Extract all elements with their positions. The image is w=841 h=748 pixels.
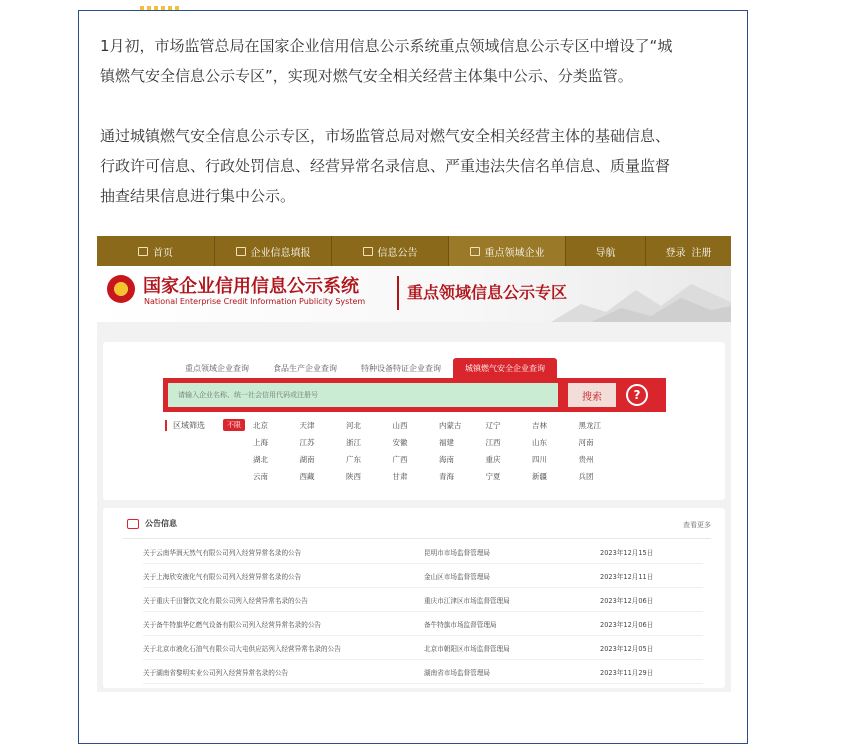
region-item[interactable]: 内蒙古 bbox=[439, 421, 462, 430]
region-list bbox=[253, 420, 633, 482]
divider bbox=[123, 538, 711, 539]
notice-agency: 湖南省市场监督管理局 bbox=[424, 668, 490, 677]
paragraph-line: 1月初，市场监管总局在国家企业信用信息公示系统重点领域信息公示专区中增设了“城 bbox=[100, 37, 673, 55]
notice-date: 2023年11月29日 bbox=[600, 668, 654, 677]
notice-header bbox=[127, 518, 177, 529]
site-top-nav bbox=[97, 236, 731, 266]
notice-date: 2023年12月15日 bbox=[600, 548, 654, 557]
notice-title-link[interactable]: 关于上海欣安液化气有限公司列入经营异常名录的公告 bbox=[143, 572, 302, 581]
notice-date: 2023年12月06日 bbox=[600, 596, 654, 605]
region-unlimited-button[interactable]: 不限 bbox=[223, 419, 245, 431]
region-item[interactable]: 青海 bbox=[439, 472, 454, 481]
region-item[interactable]: 新疆 bbox=[532, 472, 547, 481]
notice-title: 公告信息 bbox=[145, 519, 177, 528]
tab-special-equipment[interactable]: 特种设备特证企业查询 bbox=[361, 364, 441, 373]
notice-row[interactable] bbox=[143, 588, 703, 612]
notice-row[interactable] bbox=[143, 636, 703, 660]
search-bar bbox=[163, 378, 666, 412]
notice-row[interactable] bbox=[143, 564, 703, 588]
region-filter-label: 区域筛选 bbox=[165, 420, 205, 431]
tab-food-production[interactable]: 食品生产企业查询 bbox=[273, 364, 337, 373]
region-item[interactable]: 福建 bbox=[439, 438, 454, 447]
paragraph-line: 镇燃气安全信息公示专区”，实现对燃气安全相关经营主体集中公示、分类监管。 bbox=[100, 67, 633, 85]
region-item[interactable]: 安徽 bbox=[392, 438, 408, 447]
nav-label: 信息公告 bbox=[377, 247, 418, 259]
notice-row[interactable] bbox=[143, 540, 703, 564]
paragraph-line: 抽查结果信息进行集中公示。 bbox=[100, 187, 296, 205]
home-icon bbox=[138, 247, 148, 256]
search-button[interactable]: 搜索 bbox=[568, 383, 616, 407]
region-item[interactable]: 江苏 bbox=[299, 438, 315, 447]
edit-icon bbox=[236, 247, 246, 256]
help-icon[interactable]: ? bbox=[626, 384, 648, 406]
paragraph-line: 通过城镇燃气安全信息公示专区，市场监管总局对燃气安全相关经营主体的基础信息、 bbox=[100, 127, 671, 145]
article-paragraph-1 bbox=[100, 31, 740, 91]
region-item[interactable]: 山东 bbox=[532, 438, 547, 447]
region-item[interactable]: 广西 bbox=[392, 455, 408, 464]
notice-date: 2023年12月06日 bbox=[600, 620, 654, 629]
region-item[interactable]: 江西 bbox=[485, 438, 501, 447]
region-item[interactable]: 北京 bbox=[253, 421, 268, 430]
nav-label: 企业信息填报 bbox=[250, 247, 311, 259]
notice-date: 2023年12月05日 bbox=[600, 644, 654, 653]
region-item[interactable]: 浙江 bbox=[346, 438, 361, 447]
region-item[interactable]: 天津 bbox=[299, 421, 315, 430]
paragraph-line: 行政许可信息、行政处罚信息、经营异常名录信息、严重违法失信名单信息、质量监督 bbox=[100, 157, 671, 175]
nav-key-areas[interactable] bbox=[449, 236, 566, 266]
notice-agency: 金山区市场监督管理局 bbox=[424, 572, 490, 581]
notice-title-link[interactable]: 关于重庆千田餐饮文化有限公司列入经营异常名录的公告 bbox=[143, 596, 308, 605]
region-item[interactable]: 贵州 bbox=[578, 455, 594, 464]
search-input[interactable] bbox=[168, 383, 558, 407]
region-item[interactable]: 湖南 bbox=[299, 455, 315, 464]
notice-row[interactable] bbox=[143, 660, 703, 684]
notice-list bbox=[143, 540, 703, 684]
banner-divider bbox=[397, 276, 399, 310]
nav-label: 重点领域企业 bbox=[484, 247, 545, 259]
region-item[interactable]: 云南 bbox=[253, 472, 268, 481]
region-item[interactable]: 吉林 bbox=[532, 421, 547, 430]
region-item[interactable]: 河北 bbox=[346, 421, 361, 430]
site-banner bbox=[97, 266, 731, 322]
notice-title-link[interactable]: 关于云南华润天然气有限公司列入经营异常名录的公告 bbox=[143, 548, 302, 557]
search-panel bbox=[103, 342, 725, 500]
region-item[interactable]: 广东 bbox=[346, 455, 361, 464]
nav-label: 导航 bbox=[595, 247, 616, 259]
region-item[interactable]: 海南 bbox=[439, 455, 454, 464]
region-item[interactable]: 湖北 bbox=[253, 455, 268, 464]
region-item[interactable]: 甘肃 bbox=[392, 472, 408, 481]
article-paragraph-2 bbox=[100, 121, 740, 211]
login-link[interactable]: 登录 bbox=[665, 247, 686, 259]
region-item[interactable]: 西藏 bbox=[299, 472, 315, 481]
region-item[interactable]: 黑龙江 bbox=[578, 421, 601, 430]
region-item[interactable]: 四川 bbox=[532, 455, 547, 464]
notice-agency: 北京市朝阳区市场监督管理局 bbox=[424, 644, 510, 653]
region-item[interactable]: 山西 bbox=[392, 421, 408, 430]
search-tabs bbox=[173, 358, 557, 378]
site-title: 国家企业信用信息公示系统 bbox=[143, 276, 359, 297]
zone-title: 重点领域信息公示专区 bbox=[407, 283, 568, 302]
tab-gas-safety[interactable]: 城镇燃气安全企业查询 bbox=[453, 358, 557, 378]
speaker-icon bbox=[470, 247, 480, 256]
region-item[interactable]: 辽宁 bbox=[485, 421, 501, 430]
notice-title-link[interactable]: 关于湖南省黎明实业公司列入经营异常名录的公告 bbox=[143, 668, 289, 677]
region-item[interactable]: 兵团 bbox=[578, 472, 594, 481]
view-more-link[interactable]: 查看更多 bbox=[683, 521, 711, 529]
region-item[interactable]: 重庆 bbox=[485, 455, 501, 464]
nav-home[interactable] bbox=[97, 236, 215, 266]
national-emblem-icon bbox=[107, 275, 135, 303]
site-title-english: National Enterprise Credit Information Publicity System bbox=[144, 297, 366, 306]
notice-agency: 备牛特旗市场监督管理局 bbox=[424, 620, 497, 629]
nav-report[interactable] bbox=[215, 236, 332, 266]
nav-announcement[interactable] bbox=[332, 236, 449, 266]
notice-date: 2023年12月11日 bbox=[600, 572, 654, 581]
region-item[interactable]: 陕西 bbox=[346, 472, 361, 481]
nav-navigation[interactable] bbox=[566, 236, 646, 266]
message-icon bbox=[127, 519, 139, 529]
register-link[interactable]: 注册 bbox=[691, 247, 712, 259]
notice-title-link[interactable]: 关于备牛特旗华亿燃气设备有限公司列入经营异常名录的公告 bbox=[143, 620, 322, 629]
notice-panel bbox=[103, 508, 725, 688]
document-icon bbox=[363, 247, 373, 256]
region-item[interactable]: 河南 bbox=[578, 438, 594, 447]
tab-key-area-enterprise[interactable]: 重点领域企业查询 bbox=[185, 364, 249, 373]
nav-label: 首页 bbox=[153, 247, 173, 259]
notice-agency: 重庆市江津区市场监督管理局 bbox=[424, 596, 510, 605]
notice-title-link[interactable]: 关于北京市液化石油气有限公司大屯供应站列入经营异常名录的公告 bbox=[143, 644, 341, 653]
nav-account bbox=[646, 236, 731, 266]
region-item[interactable]: 上海 bbox=[253, 438, 268, 447]
mountain-decoration bbox=[551, 276, 731, 322]
notice-agency: 昆明市市场监督管理局 bbox=[424, 548, 490, 557]
region-item[interactable]: 宁夏 bbox=[485, 472, 501, 481]
notice-row[interactable] bbox=[143, 612, 703, 636]
embedded-website-screenshot bbox=[97, 236, 731, 692]
